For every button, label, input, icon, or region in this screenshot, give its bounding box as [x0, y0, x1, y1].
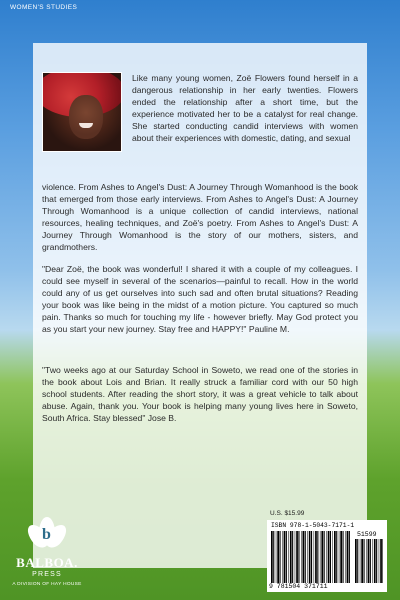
barcode-bar: [376, 539, 377, 583]
barcode-bar: [280, 531, 281, 583]
barcode-bar: [314, 531, 315, 583]
barcode-bar: [324, 531, 325, 583]
barcode-bar: [328, 531, 330, 583]
barcode-box: [267, 520, 387, 592]
barcode-bar: [368, 539, 370, 583]
barcode-bar: [311, 531, 312, 583]
barcode-bar: [370, 539, 371, 583]
barcode-bar: [292, 531, 293, 583]
barcode-bar: [334, 531, 336, 583]
barcode-bar: [298, 531, 299, 583]
barcode-bar: [361, 539, 363, 583]
barcode-bar: [309, 531, 311, 583]
barcode-bar: [301, 531, 302, 583]
barcode-bar: [284, 531, 286, 583]
testimonial-1: [42, 263, 358, 335]
publisher-name: BALBOA.: [16, 555, 78, 570]
publisher-press: PRESS: [32, 571, 62, 578]
barcode-bar: [357, 539, 358, 583]
barcode-bar: [364, 539, 365, 583]
bio-top-text: Like many young women, Zoë Flowers found herself in a dangerous relationship in her early twenties. Flowers ended the relationship after a short time, but the experience motivated her to be a catalyst for real change. She started conducting candid interviews with women about their experiences with domestic, dating, and sexual: [132, 73, 358, 144]
barcode-bar: [326, 531, 327, 583]
lotus-icon: [27, 513, 67, 553]
barcode-bar: [271, 531, 273, 583]
barcode-bar: [379, 539, 380, 583]
category-label: WOMEN'S STUDIES: [10, 4, 78, 11]
barcode-bar: [296, 531, 298, 583]
barcode-bar: [339, 531, 340, 583]
barcode-bar: [333, 531, 334, 583]
barcode-bar: [273, 531, 274, 583]
barcode-bar: [380, 539, 382, 583]
barcode-bar: [321, 531, 323, 583]
barcode-bar: [305, 531, 306, 583]
barcode-bar: [288, 531, 289, 583]
bio-rest-text: violence. From Ashes to Angel's Dust: A Journey Through Womanhood is the book that emerged from those early interviews. From Ashes to Angel's Dust: A Journey Through Womanhood is a unique collection of candid interviews, national resources, healing techniques, and Zoë's poetry. From Ashes to Angel's Dust: A Journey Through Womanhood is the story of our mothers, sisters, and grandmothers.: [42, 182, 358, 253]
barcode-bar: [295, 531, 296, 583]
barcode-bar: [349, 531, 350, 583]
barcode-bar: [307, 531, 308, 583]
barcode-bar: [340, 531, 342, 583]
price-label: U.S. $15.99: [270, 510, 305, 517]
barcode-bar: [317, 531, 318, 583]
testimonial-2-text: "Two weeks ago at our Saturday School in Soweto, we read one of the stories in the book about Lois and Brian. It really struck a familiar cord with our 50 high school students. After reading the short story, it was a great vehicle to talk about abuse. Again, thank you. Your book is helping many young lives here in Soweto, South Africa. Stay blessed" Jose B.: [42, 365, 358, 424]
publisher-logo: [8, 513, 86, 587]
author-photo: [42, 72, 122, 152]
addon-number: 51599: [357, 531, 377, 538]
barcode-bar: [366, 539, 367, 583]
barcode-bar: [336, 531, 337, 583]
barcode-bar: [372, 539, 373, 583]
addon-barcode: [355, 539, 383, 583]
barcode-bar: [345, 531, 346, 583]
barcode-bar: [343, 531, 344, 583]
barcode-bar: [320, 531, 321, 583]
barcode-bar: [276, 531, 277, 583]
publisher-division: A DIVISION OF HAY HOUSE: [12, 582, 82, 587]
barcode-bar: [374, 539, 376, 583]
barcode-bar: [360, 539, 361, 583]
barcode-bar: [355, 539, 357, 583]
bio-paragraph-top: [132, 72, 358, 144]
barcode-bar: [347, 531, 349, 583]
barcode-bar: [290, 531, 292, 583]
isbn-text: ISBN 978-1-5043-7171-1: [271, 522, 355, 529]
barcode-bar: [286, 531, 287, 583]
testimonial-2: [42, 364, 358, 424]
ean-barcode: [271, 531, 351, 583]
barcode-bar: [303, 531, 305, 583]
testimonial-1-text: "Dear Zoë, the book was wonderful! I shared it with a couple of my colleagues. I could see myself in several of the scenarios—painful to recall. How in the world could any of us get ourselves into such sad and often brutal situations? Reading your book was like being in the midst of a motion picture. You captured so much pain. Thanks so much for touching my life - however briefly. May God protect you as you start your new journey. Stay free and HAPPY!" Pauline M.: [42, 264, 358, 335]
logo-letter: b: [42, 526, 51, 543]
barcode-bar: [382, 539, 383, 583]
barcode-bar: [315, 531, 317, 583]
barcode-bar: [282, 531, 283, 583]
author-face: [69, 95, 103, 139]
barcode-bar: [330, 531, 331, 583]
barcode-number: 9 781504 371711: [269, 583, 328, 590]
barcode-bar: [277, 531, 279, 583]
bio-paragraph-rest: [42, 181, 358, 253]
